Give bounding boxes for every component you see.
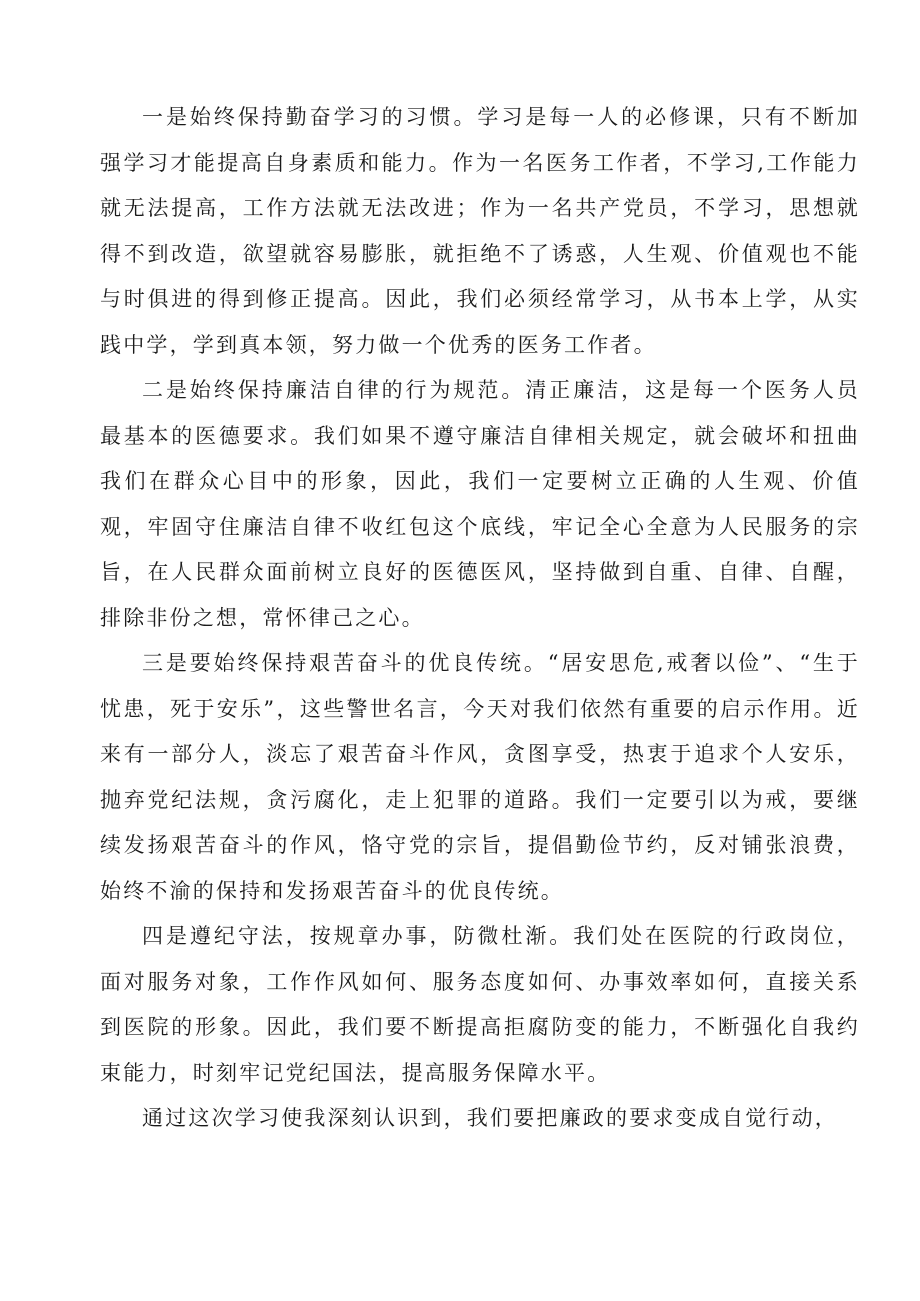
paragraph-1: 一是始终保持勤奋学习的习惯。学习是每一人的必修课，只有不断加强学习才能提高自身素质和能力。作为一名医务工作者，不学习,工作能力就无法提高，工作方法就无法改进；作为一名共产党员，不学习，思想就得不到改造，欲望就容易膨胀，就拒绝不了诱惑，人生观、价值观也不能与时俱进的得到修正提高。因此，我们必须经常学习，从书本上学，从实践中学，学到真本领，努力做一个优秀的医务工作者。 (100, 105, 860, 357)
paragraph-2: 二是始终保持廉洁自律的行为规范。清正廉洁，这是每一个医务人员最基本的医德要求。我们如果不遵守廉洁自律相关规定，就会破坏和扭曲我们在群众心目中的形象，因此，我们一定要树立正确的人生观、价值观，牢固守住廉洁自律不收红包这个底线，牢记全心全意为人民服务的宗旨，在人民群众面前树立良好的医德医风，坚持做到自重、自律、自醒，排除非份之想，常怀律己之心。 (100, 378, 860, 630)
paragraph-4: 四是遵纪守法，按规章办事，防微杜渐。我们处在医院的行政岗位，面对服务对象，工作作风如何、服务态度如何、办事效率如何，直接关系到医院的形象。因此，我们要不断提高拒腐防变的能力，不断强化自我约束能力，时刻牢记党纪国法，提高服务保障水平。 (100, 924, 860, 1085)
paragraph-3: 三是要始终保持艰苦奋斗的优良传统。“居安思危,戒奢以俭”、“生于忧患，死于安乐”，这些警世名言，今天对我们依然有重要的启示作用。近来有一部分人，淡忘了艰苦奋斗作风，贪图享受，热衷于追求个人安乐，抛弃党纪法规，贪污腐化，走上犯罪的道路。我们一定要引以为戒，要继续发扬艰苦奋斗的作风，恪守党的宗旨，提倡勤俭节约，反对铺张浪费，始终不渝的保持和发扬艰苦奋斗的优良传统。 (100, 651, 860, 903)
paragraph-5: 通过这次学习使我深刻认识到，我们要把廉政的要求变成自觉行动， (142, 1106, 838, 1130)
document-body (100, 95, 860, 1142)
